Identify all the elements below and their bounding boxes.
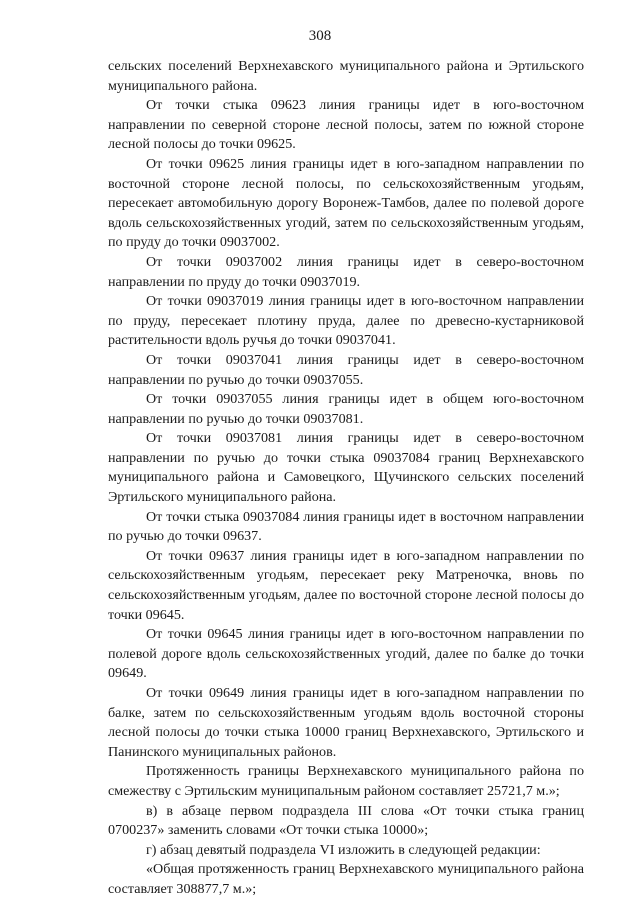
- paragraph: От точки 09645 линия границы идет в юго-восточном направлении по полевой дороге вдоль сельскохозяйственных угодий, далее по балке до точки 09649.: [108, 626, 584, 682]
- paragraph: От точки 09649 линия границы идет в юго-западном направлении по балке, затем по сельскохозяйственным угодьям вдоль восточной стороны лесной полосы до точки стыка 10000 границ Верхнехавского, Эртильского и Панинского муниципальных районов.: [108, 685, 584, 760]
- paragraph: От точки 09037081 линия границы идет в северо-восточном направлении по ручью до точки стыка 09037084 границ Верхнехавского муниципального района и Самовецкого, Щучинского сельских поселений Эртильского муниципального района.: [108, 430, 584, 506]
- paragraph: Протяженность границы Верхнехавского муниципального района по смежеству с Эртильским муниципальным районом составляет 25721,7 м.»;: [108, 763, 584, 799]
- paragraph: От точки стыка 09623 линия границы идет в юго-восточном направлении по северной стороне лесной полосы, затем по южной стороне лесной полосы до точки 09625.: [108, 97, 584, 153]
- paragraph: От точки 09037019 линия границы идет в юго-восточном направлении по пруду, пересекает плотину пруда, далее по древесно-кустарниковой растительности вдоль ручья до точки 09037041.: [108, 293, 584, 349]
- paragraph: г) абзац девятый подраздела VI изложить в следующей редакции:: [146, 841, 541, 858]
- document-body: [108, 57, 584, 900]
- paragraph: От точки 09037002 линия границы идет в северо-восточном направлении по пруду до точки 09037019.: [108, 253, 584, 290]
- page-number: 308: [308, 28, 332, 44]
- paragraph: сельских поселений Верхнехавского муниципального района и Эртильского муниципального района.: [108, 58, 584, 94]
- paragraph: в) в абзаце первом подраздела III слова «От точки стыка границ 0700237» заменить словами «От точки стыка 10000»;: [108, 802, 584, 839]
- paragraph: От точки стыка 09037084 линия границы идет в восточном направлении по ручью до точки 09637.: [108, 508, 584, 545]
- paragraph: От точки 09625 линия границы идет в юго-западном направлении по восточной стороне лесной полосы, по сельскохозяйственным угодьям, пересекает автомобильную дорогу Воронеж-Тамбов, далее по полевой дороге вдоль сельскохозяйственных угодий, затем по сельскохозяйственным угодьям, по пруду до точки 09037002.: [108, 155, 584, 251]
- paragraph: «Общая протяженность границ Верхнехавского муниципального района составляет 308877,7 м.»;: [108, 861, 584, 897]
- paragraph: От точки 09037041 линия границы идет в северо-восточном направлении по ручью до точки 09037055.: [108, 351, 584, 388]
- paragraph: От точки 09037055 линия границы идет в общем юго-восточном направлении по ручью до точки 09037081.: [108, 391, 584, 427]
- paragraph: От точки 09637 линия границы идет в юго-западном направлении по сельскохозяйственным угодьям, пересекает реку Матреночка, вновь по сельскохозяйственным угодьям, далее по восточной стороне лесной полосы до точки 09645.: [108, 547, 584, 623]
